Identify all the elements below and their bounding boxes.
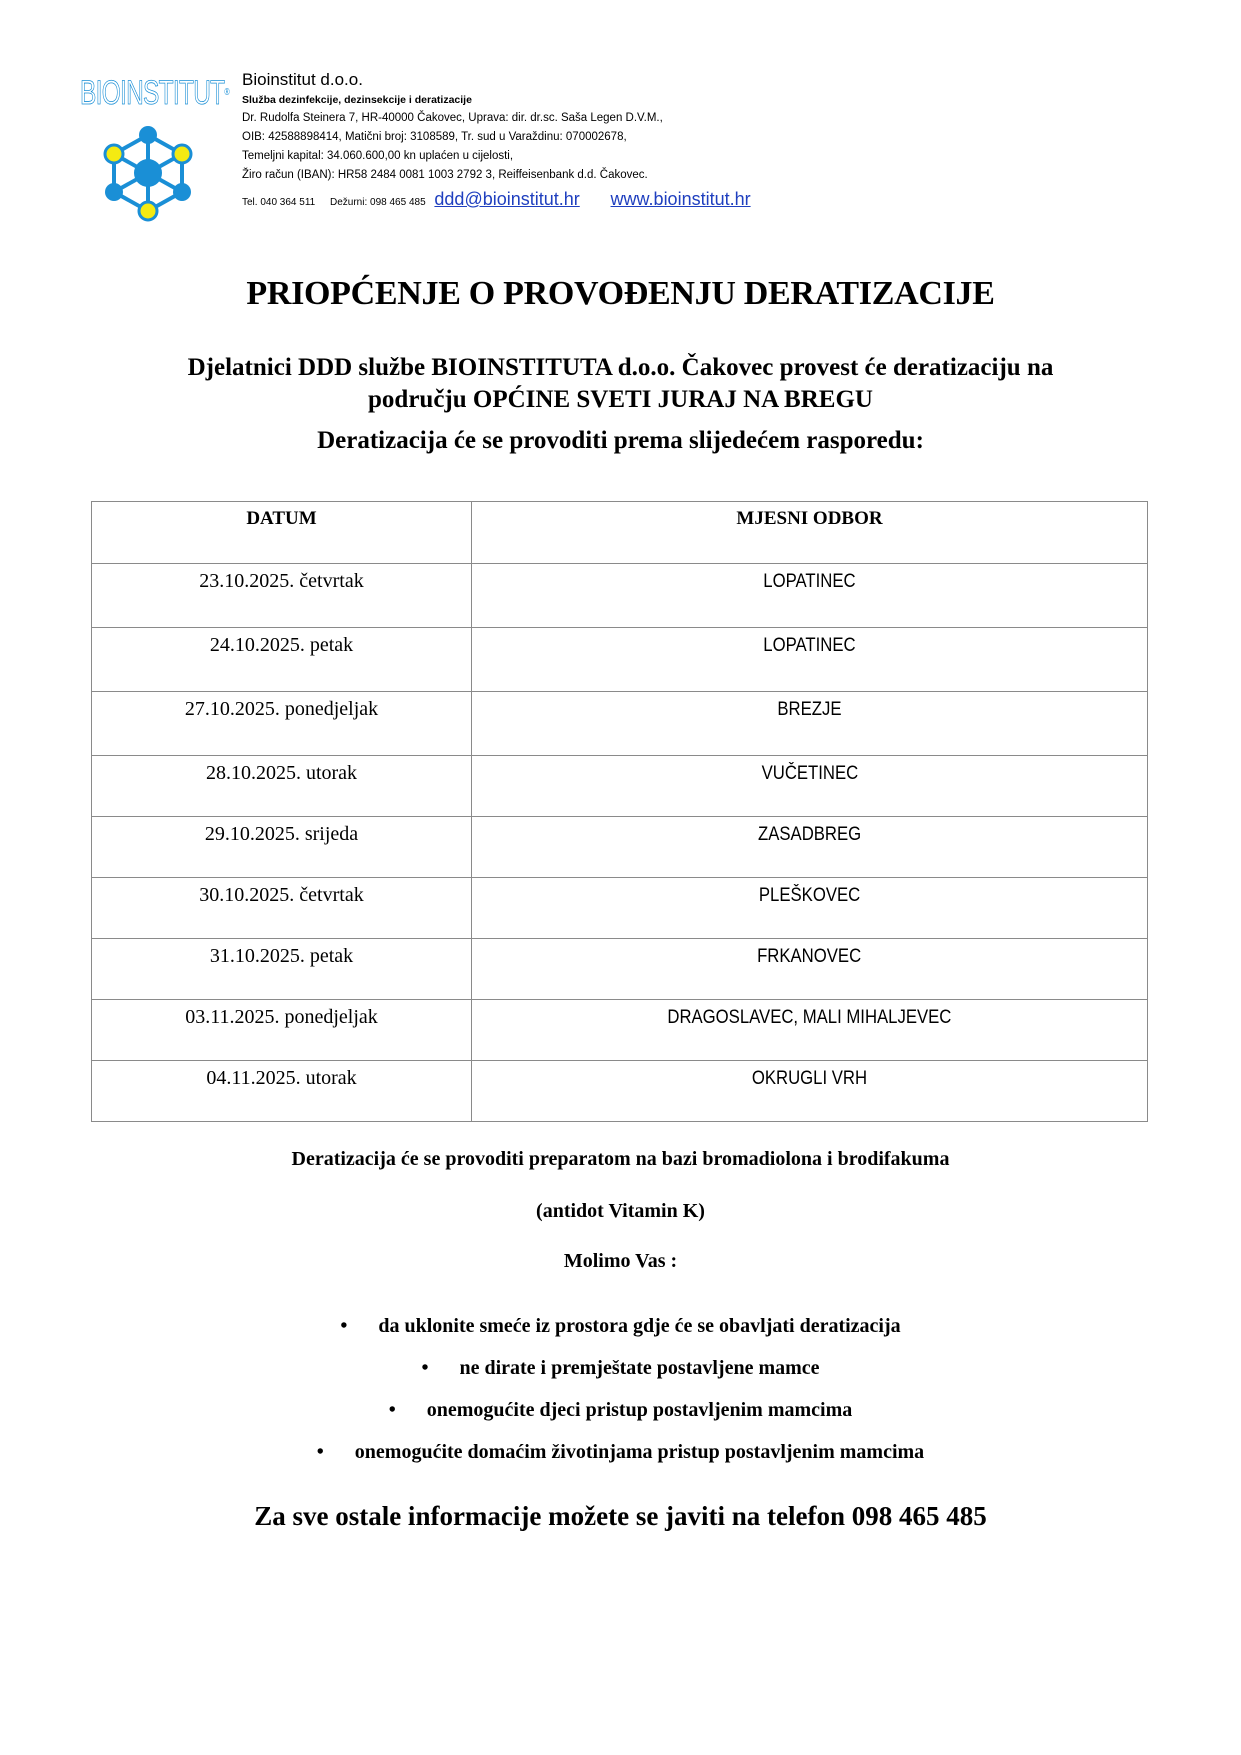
list-item: • da uklonite smeće iz prostora gdje će se obavljati deratizacija [0, 1305, 1241, 1347]
company-registry: OIB: 42588898414, Matični broj: 3108589, Tr. sud u Varaždinu: 070002678, [242, 131, 627, 143]
table-row [92, 756, 1148, 817]
company-capital: Temeljni kapital: 34.060.600,00 kn uplaćen u cijelosti, [242, 150, 514, 162]
company-tel: Tel. 040 364 511 [242, 197, 316, 208]
intro-line-2: području OPĆINE SVETI JURAJ NA BREGU [368, 386, 873, 413]
email-link[interactable]: ddd@bioinstitut.hr [434, 189, 580, 209]
table-row [92, 692, 1148, 756]
date-cell: 28.10.2025. utorak [92, 756, 472, 817]
company-service: Služba dezinfekcije, dezinsekcije i deratizacije [242, 94, 472, 106]
company-contact [242, 187, 751, 215]
contact-footer: Za sve ostale informacije možete se javiti na telefon 098 465 485 [254, 1501, 987, 1531]
district-cell: ZASADBREG [472, 817, 1148, 878]
list-item: • onemogućite domaćim životinjama pristup postavljenim mamcima [0, 1431, 1241, 1473]
company-bank: Žiro račun (IBAN): HR58 2484 0081 1003 2792 3, Reiffeisenbank d.d. Čakovec. [242, 169, 648, 181]
company-address: Dr. Rudolfa Steinera 7, HR-40000 Čakovec, Uprava: dir. dr.sc. Saša Legen D.V.M., [242, 112, 663, 124]
district-cell: LOPATINEC [472, 564, 1148, 628]
district-cell: PLEŠKOVEC [472, 878, 1148, 939]
list-item: • ne dirate i premještate postavljene mamce [0, 1347, 1241, 1389]
table-row [92, 939, 1148, 1000]
table-row [92, 564, 1148, 628]
list-item: • onemogućite djeci pristup postavljenim mamcima [0, 1389, 1241, 1431]
table-header-row [92, 502, 1148, 564]
district-cell: BREZJE [472, 692, 1148, 756]
antidote-note: (antidot Vitamin K) [536, 1200, 705, 1222]
district-cell: VUČETINEC [472, 756, 1148, 817]
date-cell: 30.10.2025. četvrtak [92, 878, 472, 939]
table-row [92, 628, 1148, 692]
table-row [92, 878, 1148, 939]
intro-line-3: Deratizacija će se provoditi prema slijedećem rasporedu: [317, 427, 924, 454]
intro-line-1: Djelatnici DDD službe BIOINSTITUTA d.o.o. Čakovec provest će deratizaciju na [187, 354, 1054, 381]
district-cell: LOPATINEC [472, 628, 1148, 692]
date-cell: 29.10.2025. srijeda [92, 817, 472, 878]
date-cell: 04.11.2025. utorak [92, 1061, 472, 1122]
website-link[interactable]: www.bioinstitut.hr [610, 189, 751, 209]
company-info [242, 68, 751, 215]
preparation-note: Deratizacija će se provoditi preparatom na bazi bromadiolona i brodifakuma [291, 1148, 950, 1170]
column-header-date: DATUM [92, 502, 472, 564]
date-cell: 27.10.2025. ponedjeljak [92, 692, 472, 756]
date-cell: 03.11.2025. ponedjeljak [92, 1000, 472, 1061]
bullet-icon: • [388, 1399, 396, 1421]
bullet-icon: • [340, 1315, 348, 1337]
company-name: Bioinstitut d.o.o. [242, 70, 363, 89]
district-cell: DRAGOSLAVEC, MALI MIHALJEVEC [472, 1000, 1148, 1061]
table-row [92, 1000, 1148, 1061]
company-duty-phone: Dežurni: 098 465 485 [330, 197, 426, 208]
district-cell: OKRUGLI VRH [472, 1061, 1148, 1122]
intro-text [60, 352, 1181, 416]
table-row [92, 1061, 1148, 1122]
molecule-icon [98, 123, 198, 223]
date-cell: 24.10.2025. petak [92, 628, 472, 692]
page-title: PRIOPĆENJE O PROVOĐENJU DERATIZACIJE [246, 275, 995, 312]
bioinstitut-logo [80, 74, 229, 112]
district-cell: FRKANOVEC [472, 939, 1148, 1000]
date-cell: 23.10.2025. četvrtak [92, 564, 472, 628]
column-header-district: MJESNI ODBOR [472, 502, 1148, 564]
logo-wordmark: BIOINSTITUT® [80, 74, 229, 112]
instruction-list [0, 1305, 1241, 1473]
request-heading: Molimo Vas : [563, 1250, 678, 1272]
date-cell: 31.10.2025. petak [92, 939, 472, 1000]
bullet-icon: • [316, 1441, 324, 1463]
schedule-table [91, 501, 1148, 1122]
table-row [92, 817, 1148, 878]
bullet-icon: • [421, 1357, 429, 1379]
